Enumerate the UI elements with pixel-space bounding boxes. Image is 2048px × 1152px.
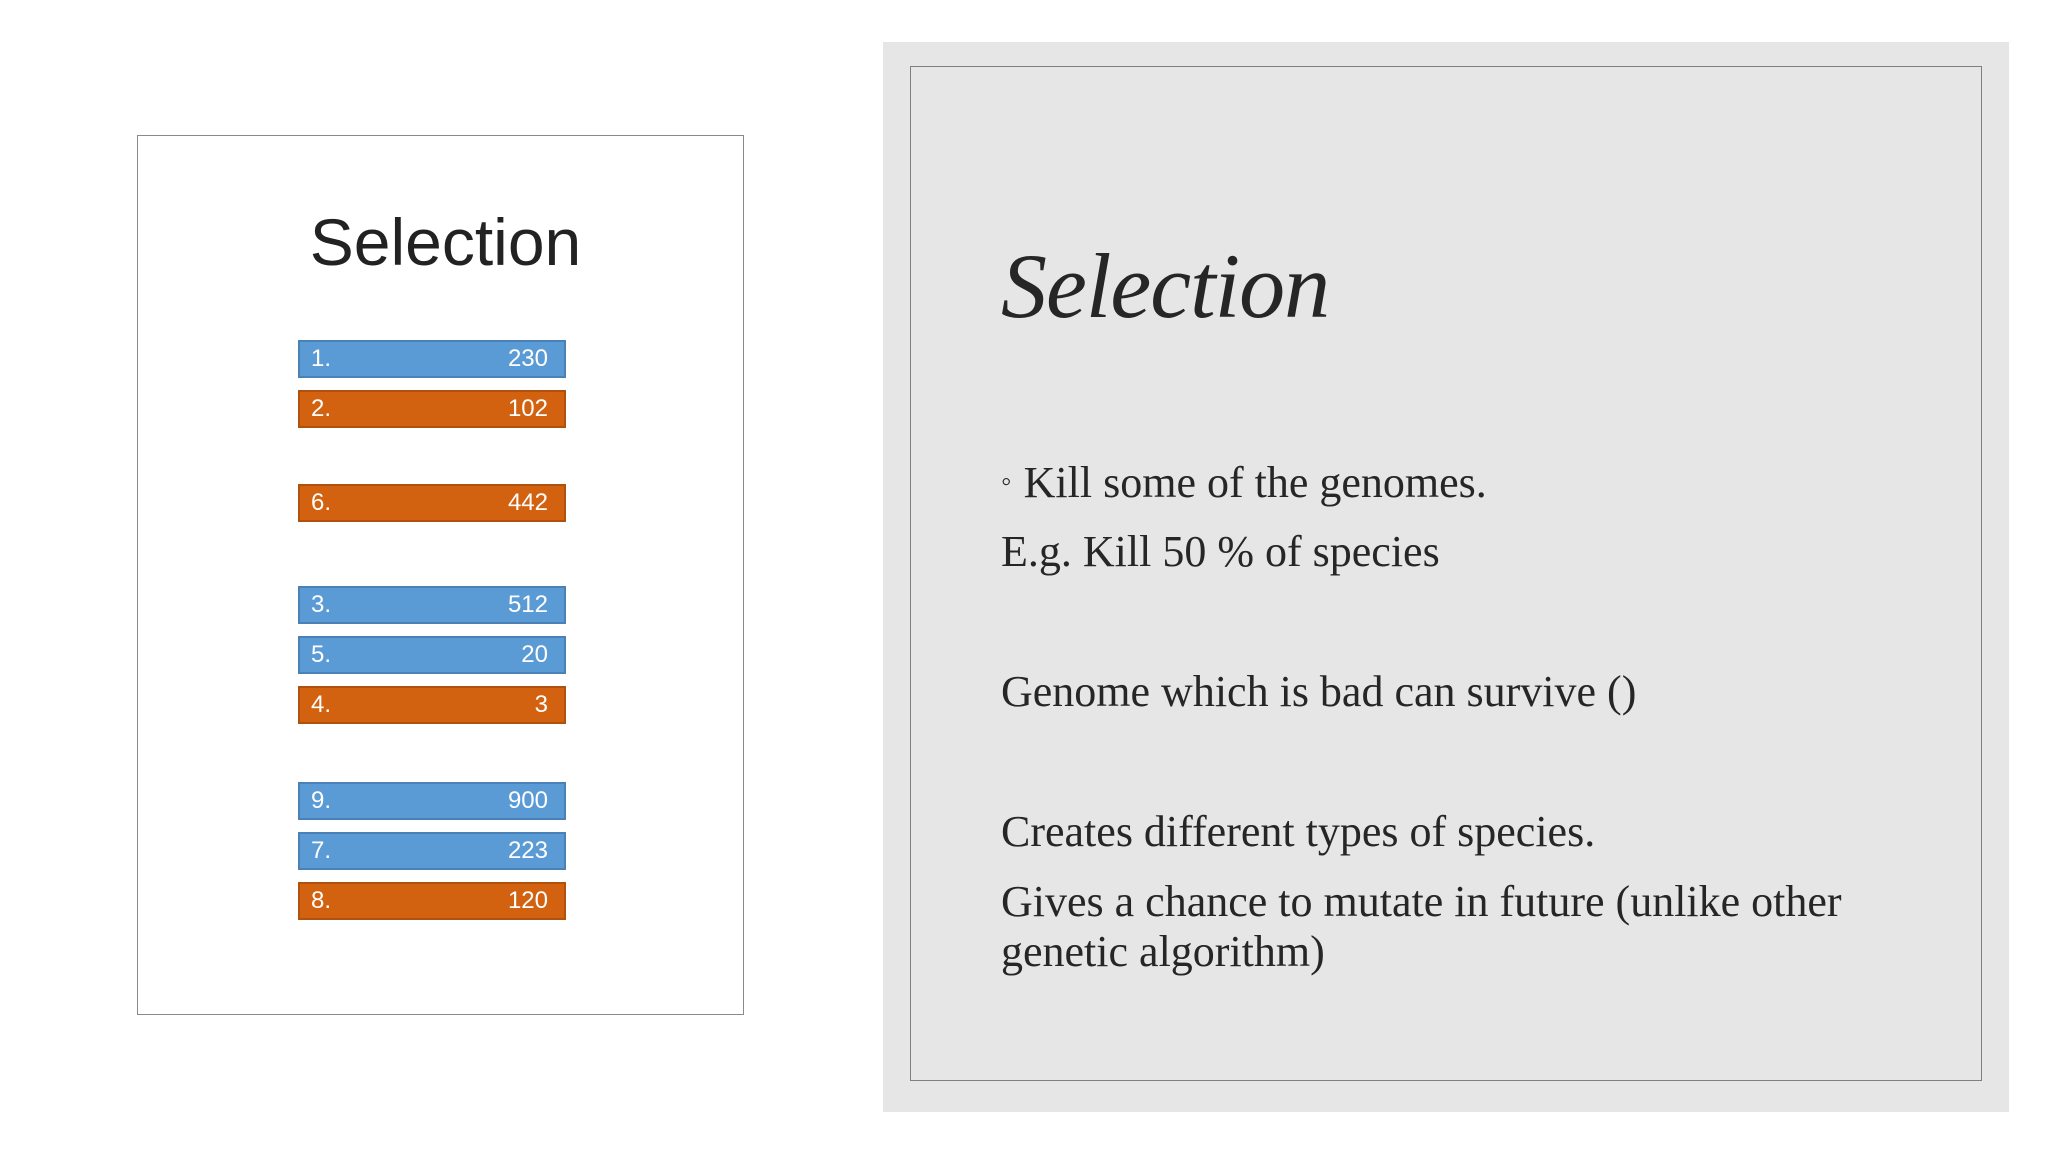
body-line: Genome which is bad can survive () [1001,667,1637,716]
rank-value: 442 [507,489,548,516]
rank-bar [298,586,566,624]
body-line: Creates different types of species. [1001,807,1596,856]
rank-value: 120 [507,887,548,914]
rank-label: 5. [311,641,332,668]
rank-label: 1. [311,345,332,372]
rank-bar [298,832,566,870]
rank-value: 102 [507,395,548,422]
rank-label: 3. [311,591,332,618]
rank-label: 6. [311,489,332,516]
rank-bar [298,882,566,920]
rank-label: 7. [311,837,332,864]
rank-value: 3 [534,691,548,718]
rank-label: 2. [311,395,332,422]
body-line: Gives a chance to mutate in future (unlike other genetic algorithm) [1001,877,1842,976]
rank-value: 512 [507,591,548,618]
rank-bar [298,782,566,820]
bullet-text: Kill some of the genomes. [1023,458,1487,507]
diagram-title: Selection [309,205,582,279]
rank-value: 230 [507,345,548,372]
rank-bar [298,484,566,522]
slide-title: Selection [1001,235,1330,337]
bullet-marker: ◦ [1001,465,1012,498]
selection-diagram-image [137,135,744,1015]
slide-content-panel [883,42,2009,1112]
rank-bar [298,340,566,378]
rank-value: 20 [521,641,548,668]
bullet-item [1001,457,1487,508]
rank-bar [298,686,566,724]
rank-label: 9. [311,787,332,814]
rank-label: 8. [311,887,332,914]
rank-bar [298,636,566,674]
rank-value: 223 [507,837,548,864]
body-line: E.g. Kill 50 % of species [1001,527,1440,576]
rank-value: 900 [507,787,548,814]
rank-label: 4. [311,691,332,718]
rank-bar [298,390,566,428]
